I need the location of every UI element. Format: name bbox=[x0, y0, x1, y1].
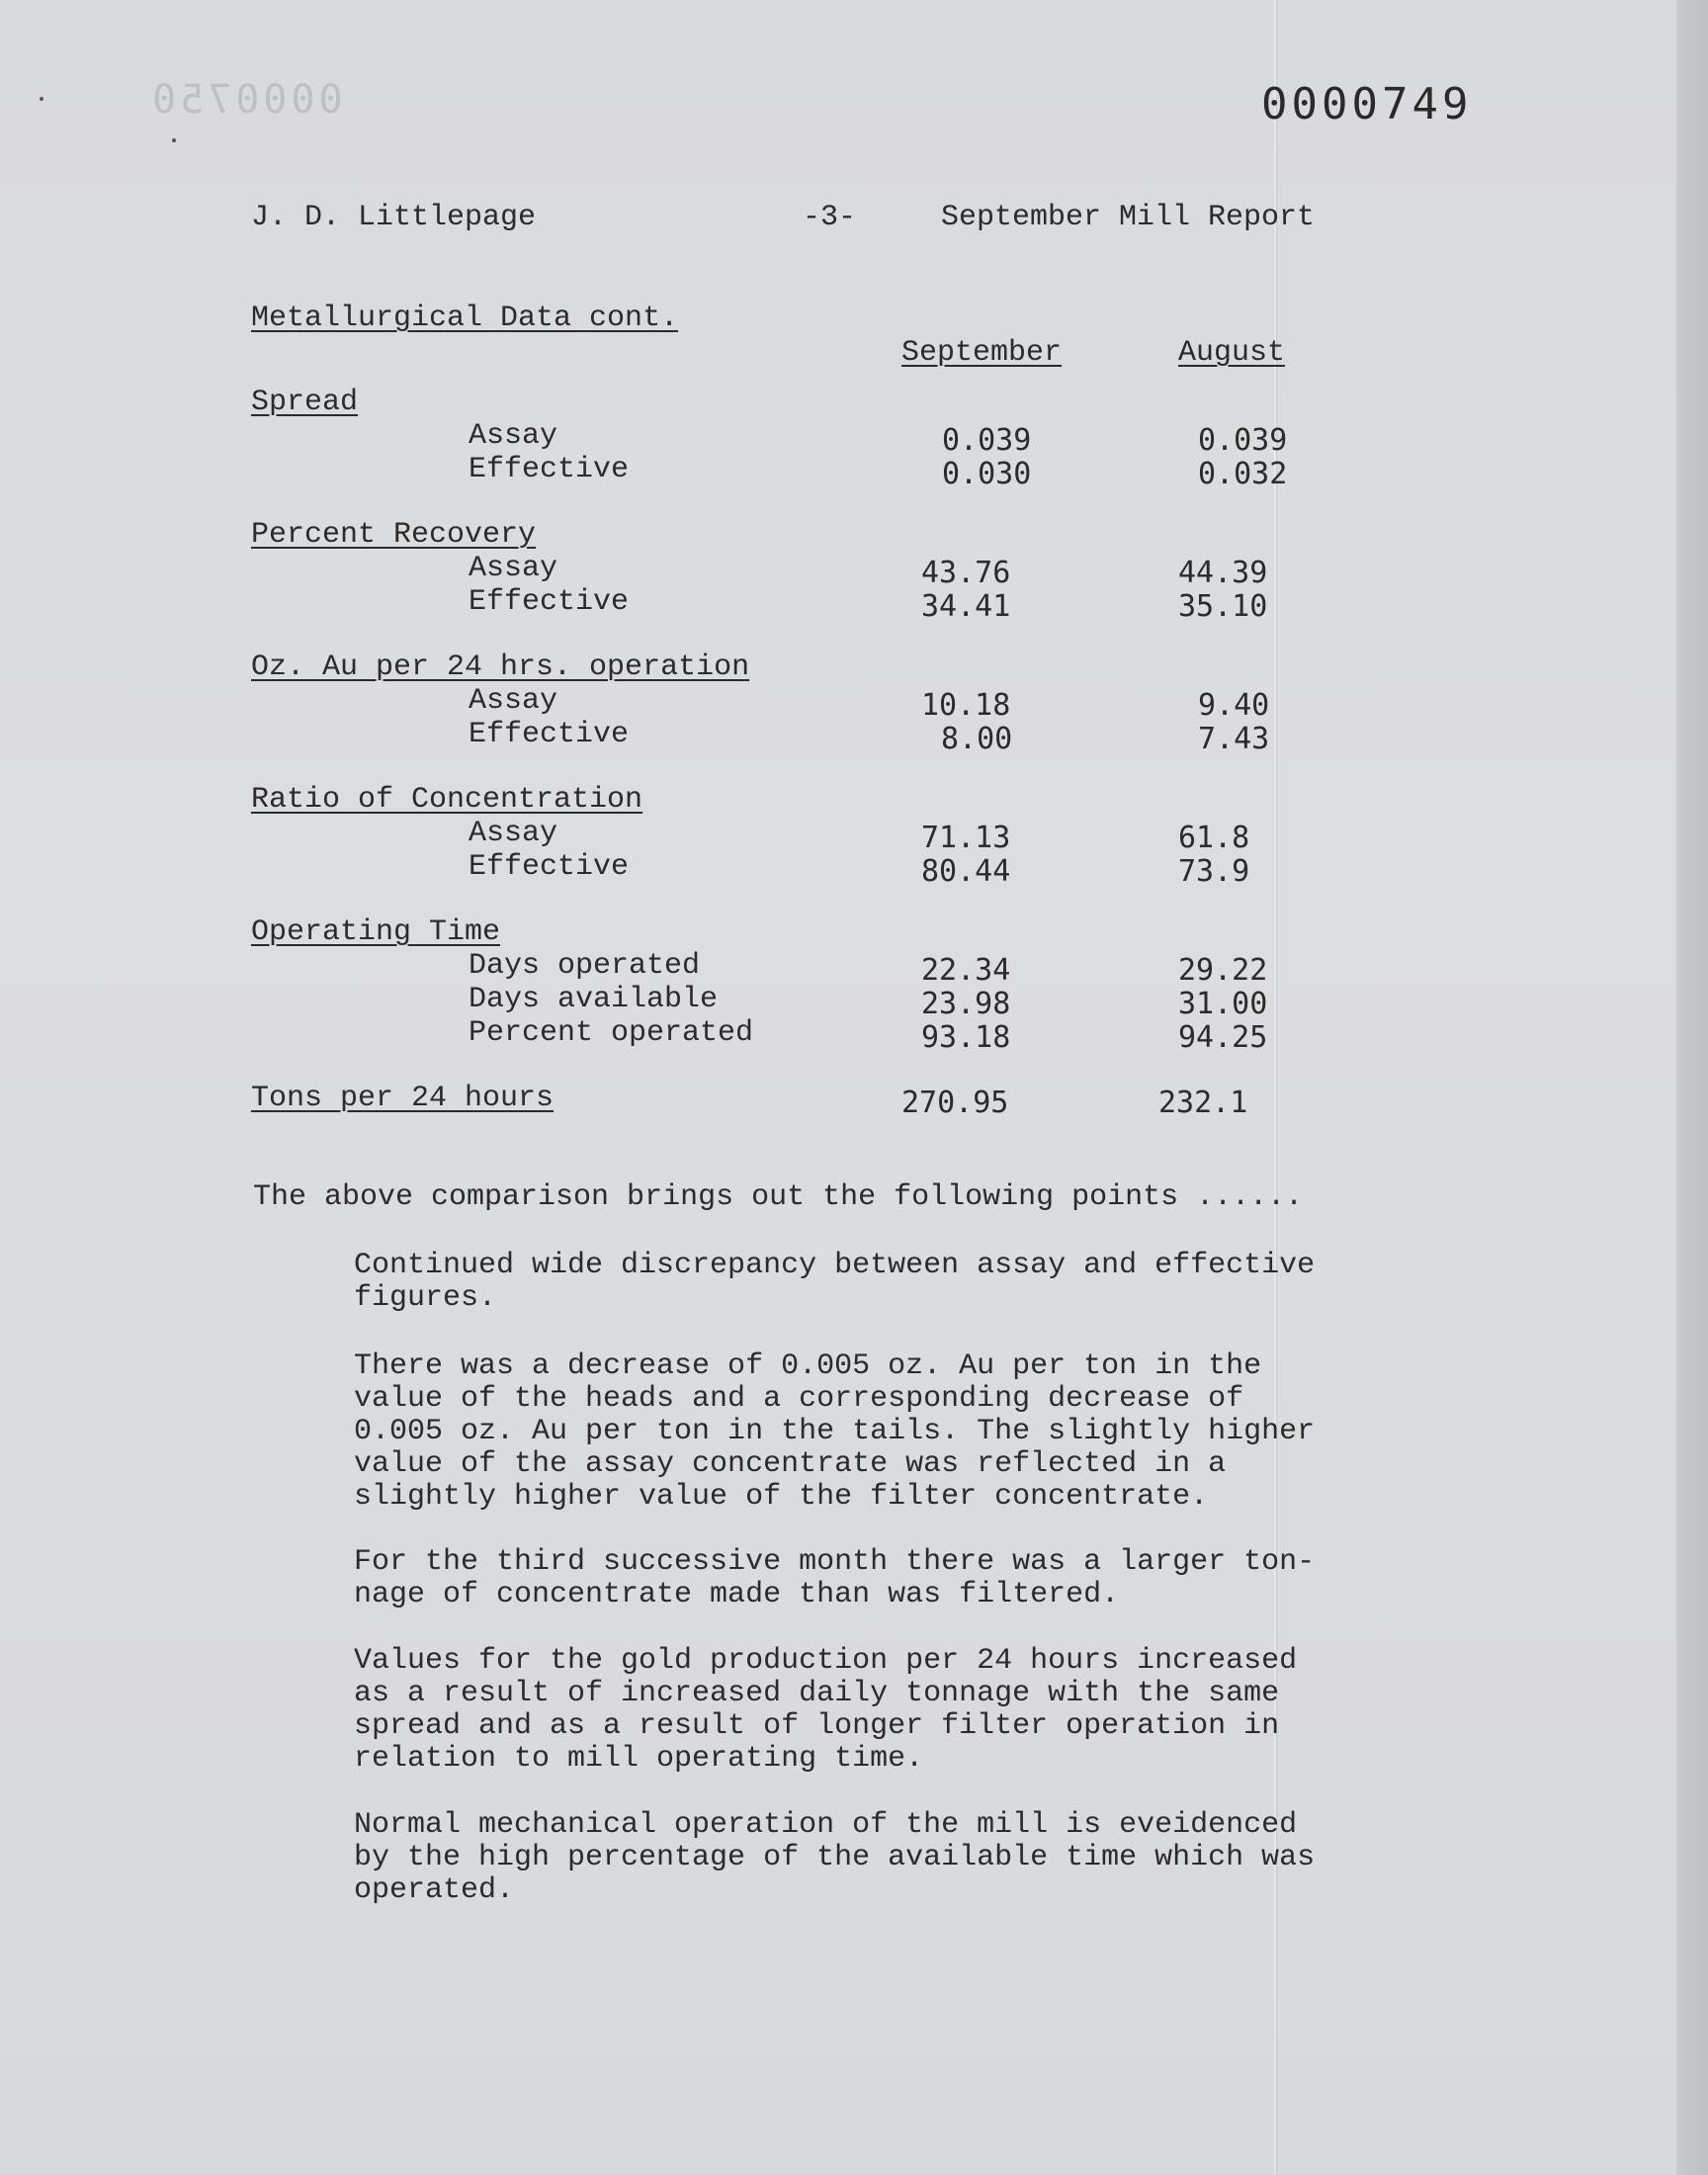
value-august: 9.40 bbox=[1198, 688, 1270, 723]
paragraph: Normal mechanical operation of the mill is eveidenced by the high percentage of the available time which was operated. bbox=[354, 1808, 1316, 1907]
group-title-spread: Spread bbox=[251, 386, 359, 419]
value-september: 0.030 bbox=[942, 457, 1032, 491]
value-september: 270.95 bbox=[901, 1086, 1009, 1120]
header-addressee: J. D. Littlepage bbox=[251, 201, 537, 234]
value-august: 0.039 bbox=[1198, 423, 1288, 458]
paragraph: Values for the gold production per 24 hours increased as a result of increased daily tonnage with the same spread and as a result of longer filter operation in relation to mill operating time. bbox=[354, 1644, 1298, 1776]
group-title-percent-recovery: Percent Recovery bbox=[251, 518, 537, 552]
value-september: 8.00 bbox=[941, 722, 1013, 756]
row-label: Assay bbox=[469, 817, 558, 850]
row-label: Days operated bbox=[469, 949, 701, 983]
value-september: 0.039 bbox=[942, 423, 1032, 458]
value-august: 94.25 bbox=[1178, 1020, 1268, 1055]
value-august: 35.10 bbox=[1178, 589, 1268, 624]
row-label: Assay bbox=[469, 684, 558, 718]
paragraph: For the third successive month there was a larger ton- nage of concentrate made than was filtered. bbox=[354, 1545, 1316, 1611]
value-august: 31.00 bbox=[1178, 987, 1268, 1021]
column-header-august: August bbox=[1178, 336, 1286, 370]
row-label: Days available bbox=[469, 983, 719, 1016]
value-september: 71.13 bbox=[921, 821, 1011, 855]
value-august: 232.1 bbox=[1158, 1086, 1248, 1120]
row-label: Percent operated bbox=[469, 1016, 754, 1050]
group-title-oz-au: Oz. Au per 24 hrs. operation bbox=[251, 651, 750, 684]
row-label: Effective bbox=[469, 453, 630, 486]
value-september: 34.41 bbox=[921, 589, 1011, 624]
section-title: Metallurgical Data cont. bbox=[251, 302, 679, 335]
tons-per-24-hours-label: Tons per 24 hours bbox=[251, 1082, 555, 1115]
header-page-number: -3- bbox=[803, 201, 857, 234]
paragraph: Continued wide discrepancy between assay and effective figures. bbox=[354, 1249, 1316, 1315]
value-september: 10.18 bbox=[921, 688, 1011, 723]
row-label: Assay bbox=[469, 552, 558, 585]
value-september: 80.44 bbox=[921, 854, 1011, 889]
paragraph: There was a decrease of 0.005 oz. Au per ton in the value of the heads and a corresponding decrease of 0.005 oz. Au per ton in the tails. The slightly higher value of the assay concentrate was reflected in a slightly higher value of the filter concentrate. bbox=[354, 1349, 1316, 1514]
value-september: 23.98 bbox=[921, 987, 1011, 1021]
value-september: 22.34 bbox=[921, 953, 1011, 988]
paper-edge-shadow bbox=[1676, 0, 1708, 2175]
ink-speck bbox=[172, 138, 176, 142]
value-august: 29.22 bbox=[1178, 953, 1268, 988]
value-september: 43.76 bbox=[921, 556, 1011, 590]
ink-speck bbox=[40, 97, 43, 101]
value-august: 0.032 bbox=[1198, 457, 1288, 491]
group-title-ratio: Ratio of Concentration bbox=[251, 783, 643, 817]
document-number: 0000749 bbox=[1261, 79, 1473, 130]
value-august: 44.39 bbox=[1178, 556, 1268, 590]
comparison-intro: The above comparison brings out the following points ...... bbox=[253, 1180, 1304, 1214]
row-label: Effective bbox=[469, 850, 630, 884]
group-title-operating-time: Operating Time bbox=[251, 915, 501, 949]
value-august: 7.43 bbox=[1198, 722, 1270, 756]
column-header-september: September bbox=[901, 336, 1063, 370]
row-label: Assay bbox=[469, 419, 558, 453]
value-august: 61.8 bbox=[1178, 821, 1250, 855]
value-august: 73.9 bbox=[1178, 854, 1250, 889]
row-label: Effective bbox=[469, 718, 630, 751]
value-september: 93.18 bbox=[921, 1020, 1011, 1055]
ghost-document-number: 0000750 bbox=[148, 77, 343, 123]
row-label: Effective bbox=[469, 585, 630, 619]
header-report-title: September Mill Report bbox=[941, 201, 1316, 234]
